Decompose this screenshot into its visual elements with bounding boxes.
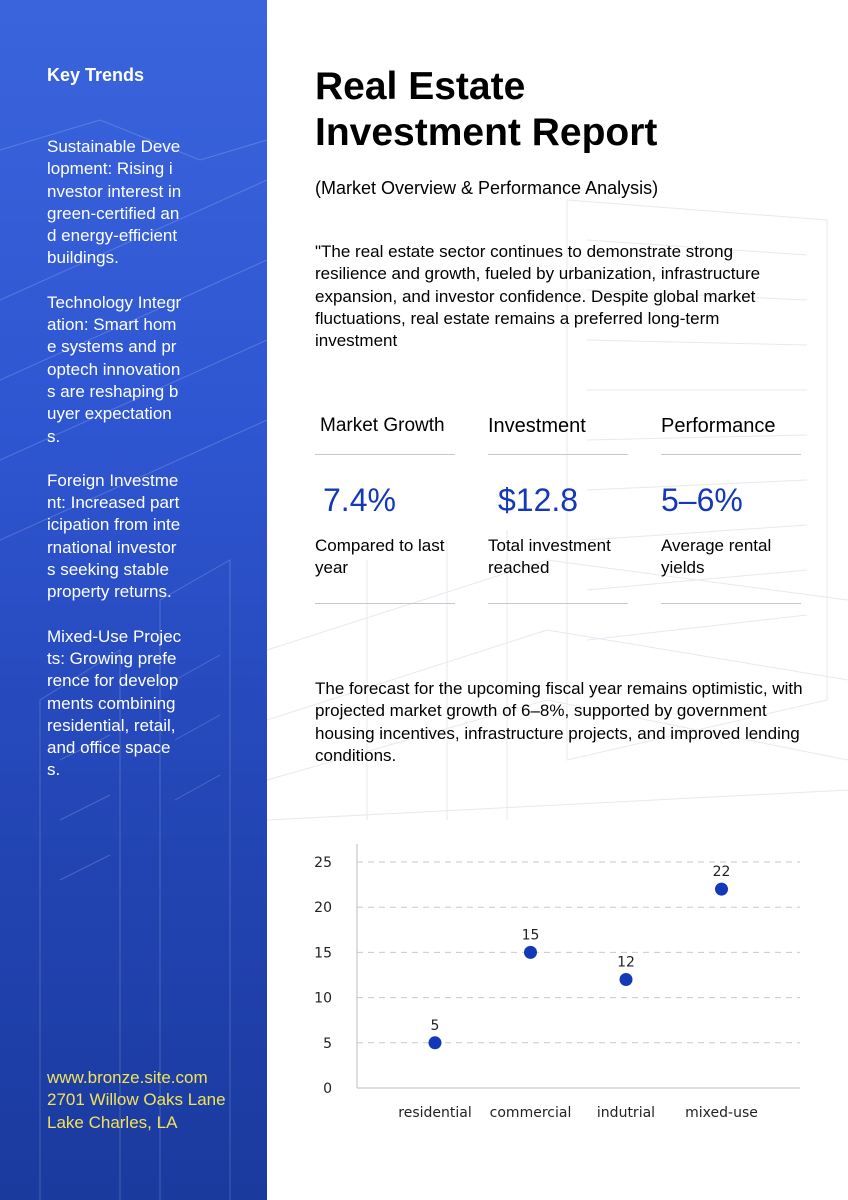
intro-quote: "The real estate sector continues to demonstrate strong resilience and growth, fueled by urbanization, infrastructure expansion, and investor confidence. Despite global market fluctuations, real estate remains a preferred long-term investment [315,242,761,351]
data-label: 15 [521,927,540,944]
data-label: 5 [430,1017,440,1034]
data-point [715,883,728,896]
divider [661,454,801,455]
x-tick-label: residential [398,1105,472,1121]
data-label: 12 [617,954,635,971]
data-point [429,1036,442,1049]
address-line-2: Lake Charles, LA [47,1112,178,1132]
sidebar [0,0,267,1200]
stat-label: Market Growth [320,415,445,436]
stat-description: Total investment reached [488,536,611,578]
divider [315,454,455,455]
address-line-1: 2701 Willow Oaks Lane [47,1090,226,1110]
website-link[interactable]: www.bronze.site.com [47,1068,208,1087]
stat-description: Average rental yields [661,536,772,578]
page-subtitle: (Market Overview & Performance Analysis) [315,178,659,198]
stat-label: Investment [488,415,586,437]
scatter-chart [300,840,820,1140]
stat-description: Compared to last year [315,536,445,578]
y-tick-label: 25 [314,855,332,871]
trend-item: Mixed-Use Projects: Growing preference for developments combining residential, retail, and office spaces. [47,626,182,780]
data-point [620,973,633,986]
y-tick-label: 10 [314,990,332,1007]
stat-performance [661,412,801,604]
y-tick-label: 15 [314,945,332,962]
key-trends-panel [47,64,182,804]
page-title: Real Estate Investment Report [315,65,658,154]
x-tick-label: commercial [489,1105,572,1121]
stat-investment [488,412,628,604]
key-trends-title: Key Trends [47,65,145,85]
contact-info [47,1067,226,1134]
divider [488,603,628,604]
x-tick-label: mixed-use [685,1105,758,1121]
trend-item: Foreign Investment: Increased participation from international investors seeking stable property returns. [47,470,181,602]
y-tick-label: 20 [314,900,332,917]
stat-value: 5–6% [661,482,743,518]
chart-container [300,840,820,1140]
divider [661,603,801,604]
data-point [524,946,537,959]
y-tick-label: 5 [323,1035,332,1052]
stat-label: Performance [661,415,776,437]
x-tick-label: indutrial [596,1105,656,1121]
data-label: 22 [712,864,731,881]
trend-item: Sustainable Development: Rising investor interest in green-certified and energy-efficient buildings. [47,137,182,268]
forecast-paragraph: The forecast for the upcoming fiscal year remains optimistic, with projected market growth of 6–8%, supported by government housing incentives, infrastructure projects, and improved lending conditions. [315,679,803,765]
stat-value: 7.4% [323,482,396,518]
trend-item: Technology Integration: Smart home systems and proptech innovations are reshaping buyer expectations. [47,292,182,446]
stat-market-growth [315,412,455,604]
divider [315,603,455,604]
divider [488,454,628,455]
y-tick-label: 0 [323,1081,332,1097]
stat-value: $12.8 [498,482,579,518]
